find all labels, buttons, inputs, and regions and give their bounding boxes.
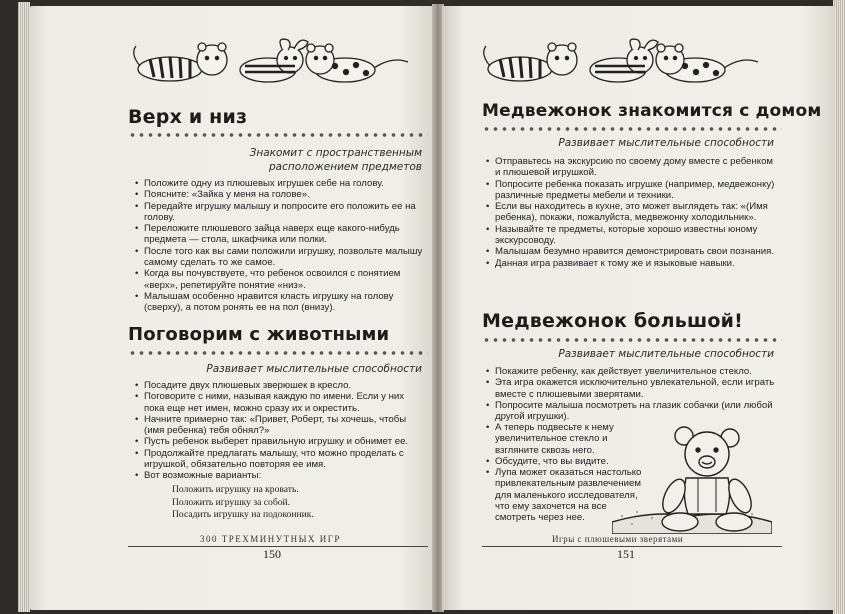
list-item: • Положите одну из плюшевых игрушек себе на голову. (135, 178, 425, 189)
list-item: • Малышам безумно нравится демонстрировать свои познания. (486, 246, 776, 257)
variant-item: Положить игрушку за собой. (172, 496, 291, 508)
left-page (30, 6, 435, 610)
variant-item: Посадить игрушку на подоконник. (172, 509, 314, 520)
list-item: • Поясните: «Зайка у меня на голове». (135, 189, 425, 200)
dotted-divider (482, 337, 782, 343)
dotted-divider (128, 132, 428, 138)
list-item: • Если вы находитесь в кухне, это может выглядеть так: «(Имя ребенка), покажи, пожалуйста, медвежонку холодильник». (486, 201, 776, 224)
list-item: • Продолжайте предлагать малышу, что можно проделать с игрушкой, обязательно повторяя ее имя. (135, 448, 425, 471)
list-item: • А теперь подвесьте к нему увеличительное стекло и взгляните сквозь него. (486, 422, 646, 456)
running-footer: 300 ТРЕХМИНУТНЫХ ИГР (200, 534, 341, 544)
list-item: • Попросите ребенка показать игрушке (например, медвежонку) различные предметы мебели и техники. (486, 179, 776, 202)
dotted-divider (128, 350, 428, 356)
list-item: • Эта игра окажется исключительно увлекательной, если играть вместе с плюшевыми зверятами. (486, 377, 776, 400)
list-item: • Пусть ребенок выберет правильную игрушку и обнимет ее. (135, 436, 425, 447)
list-item: • Переложите плюшевого зайца наверх еще какого-нибудь предмета — стола, шкафчика или полки. (135, 223, 425, 246)
teddy-bear-icon (612, 426, 772, 534)
list-item: • Отправьтесь на экскурсию по своему дому вместе с ребенком и плюшевой игрушкой. (486, 156, 776, 179)
instructions-list-big-bear-a (486, 366, 776, 422)
banner-illustration (130, 36, 415, 88)
list-item: • Начните примерно так: «Привет, Роберт, ты хочешь, чтобы (имя ребенка) тебя обнял?» (135, 414, 425, 437)
list-item: • Обсудите, что вы видите. (486, 456, 646, 467)
list-item: • Малышам особенно нравится класть игрушку на голову (сверху), а потом ронять ее на пол (внизу). (135, 291, 425, 314)
list-item: • Когда вы почувствуете, что ребенок освоился с понятием «верх», репетируйте понятие «низ». (135, 268, 425, 291)
plush-animals-banner-icon (130, 36, 415, 88)
list-item: • Попросите малыша посмотреть на глазик собачки (или любой другой игрушки). (486, 400, 776, 423)
page-number: 150 (263, 547, 281, 561)
list-item: • Передайте игрушку малышу и попросите его положить ее на голову. (135, 201, 425, 224)
variant-item: Положить игрушку на кровать. (172, 484, 299, 495)
variants-list (172, 484, 412, 522)
section-subtitle: Развивает мыслительные способности (558, 137, 774, 149)
instructions-list-top-bottom (135, 178, 425, 314)
instructions-list-bear-home (486, 156, 776, 269)
teddy-bear-illustration (612, 426, 772, 534)
list-item: • Называйте те предметы, которые хорошо известны юному экскурсоводу. (486, 224, 776, 247)
list-item: • Данная игра развивает к тому же и языковые навыки. (486, 258, 776, 269)
section-title-bear-home: Медвежонок знакомится с домом (482, 101, 822, 121)
page-edges-left (18, 2, 30, 612)
section-subtitle: Развивает мыслительные способности (558, 348, 774, 360)
right-page (442, 6, 835, 610)
section-title-top-bottom: Верх и низ (128, 106, 248, 128)
plush-animals-banner-icon (480, 36, 765, 88)
section-title-big-bear: Медвежонок большой! (482, 310, 743, 332)
list-item: • Покажите ребенку, как действует увеличительное стекло. (486, 366, 776, 377)
list-item: • Поговорите с ними, называя каждую по имени. Если у них пока еще нет имен, можно сразу их и окрестить. (135, 391, 425, 414)
page-number: 151 (617, 547, 635, 561)
banner-illustration (480, 36, 765, 88)
section-subtitle: Развивает мыслительные способности (206, 363, 422, 375)
list-item: • Лупа может оказаться настолько привлекательным развлечением для маленького исследователя, что ему захочется на все смотреть через нее. (486, 467, 646, 523)
section-subtitle-line1: Знакомит с пространственным (249, 147, 422, 159)
list-item: • Вот возможные варианты: (135, 470, 425, 481)
list-item: • После того как вы сами положили игрушку, позвольте малышу самому сделать то же самое. (135, 246, 425, 269)
section-subtitle-line2: расположением предметов (269, 161, 422, 173)
dotted-divider (482, 126, 782, 132)
running-footer: Игры с плюшевыми зверятами (552, 534, 684, 544)
section-title-talk-animals: Поговорим с животными (128, 324, 390, 345)
list-item: • Посадите двух плюшевых зверюшек в кресло. (135, 380, 425, 391)
instructions-list-talk-animals (135, 380, 425, 482)
